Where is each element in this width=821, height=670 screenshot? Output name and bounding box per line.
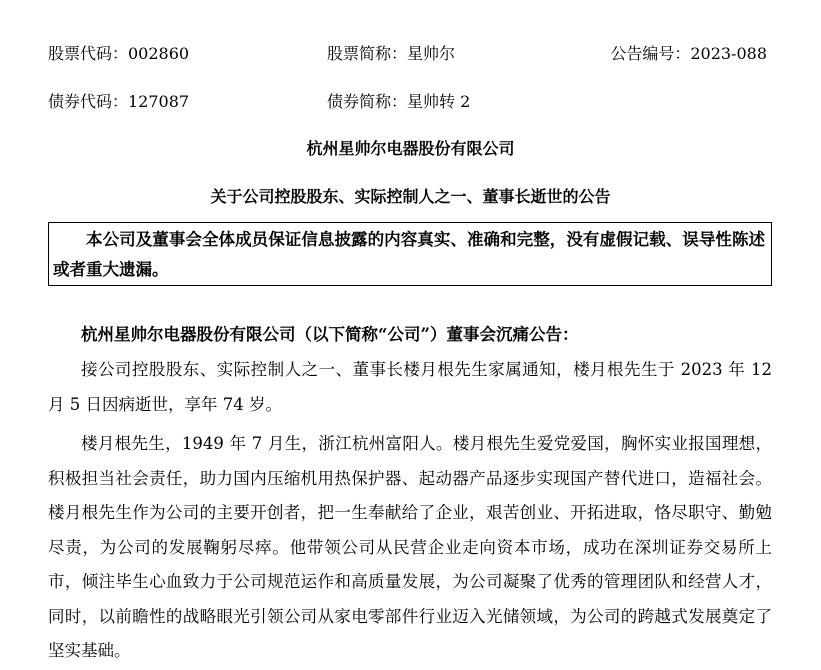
company-name: 杭州星帅尔电器股份有限公司 (306, 139, 515, 158)
header-row-1 (0, 39, 821, 69)
body-intro: 杭州星帅尔电器股份有限公司（以下简称“公司”）董事会沉痛公告： (81, 325, 579, 344)
stock-name: 股票简称：星帅尔 (327, 44, 456, 63)
body-paragraph-2: 楼月根先生，1949 年 7 月生，浙江杭州富阳人。楼月根先生爱党爱国，胸怀实业报国理想，积极担当社会责任，助力国内压缩机用热保护器、起动器产品逐步实现国产替代进口，造福社会。楼月根先生作为公司的主要开创者，把一生奉献给了企业，艰苦创业、开拓进取，恪尽职守、勤勉尽责，为公司的发展鞠躬尽瘁。他带领公司从民营企业走向资本市场，成功在深圳证券交易所上市，倾注毕生心血致力于公司规范运作和高质量发展，为公司凝聚了优秀的管理团队和经营人才，同时，以前瞻性的战略眼光引领公司从家电零部件行业迈入光储领域，为公司的跨越式发展奠定了坚实基础。 (48, 434, 772, 660)
bond-code: 债券代码：127087 (48, 92, 190, 111)
body-paragraph-1: 接公司控股股东、实际控制人之一、董事长楼月根先生家属通知，楼月根先生于 2023 年 12 月 5 日因病逝世，享年 74 岁。 (48, 360, 772, 414)
announcement-number: 公告编号：2023-088 (610, 44, 767, 63)
header-row-2 (0, 87, 821, 117)
disclaimer-box: 本公司及董事会全体成员保证信息披露的内容真实、准确和完整，没有虚假记载、误导性陈述或者重大遗漏。 (48, 222, 772, 286)
stock-code: 股票代码：002860 (48, 44, 190, 63)
announcement-title: 关于公司控股股东、实际控制人之一、董事长逝世的公告 (210, 187, 611, 206)
bond-name: 债券简称：星帅转 2 (327, 92, 471, 111)
